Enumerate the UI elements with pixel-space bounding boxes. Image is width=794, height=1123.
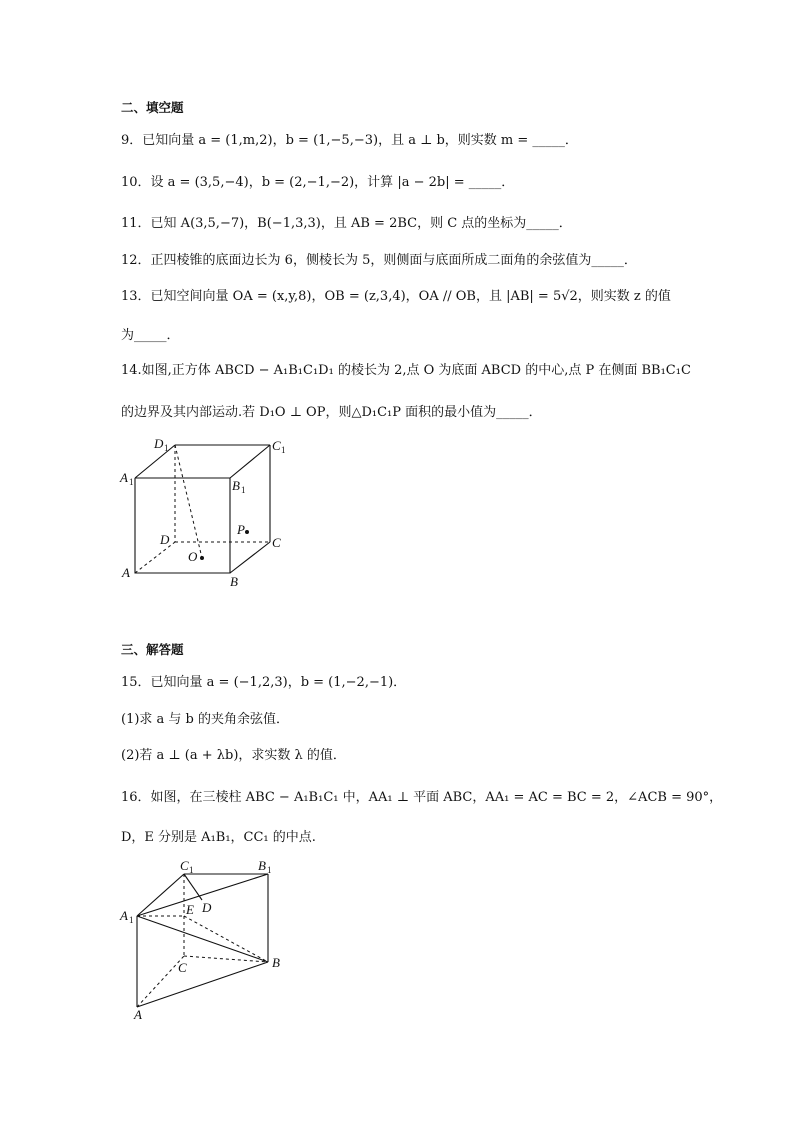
label-P: P [237,522,245,537]
question-11: 11．已知 A(3,5,−7)，B(−1,3,3)，且 AB = 2BC，则 C 点的坐标为_____． [121,216,572,231]
prism-figure [110,852,300,1022]
question-15-part2: (2)若 a ⊥ (a + λb)，求实数 λ 的值． [121,748,346,763]
question-16-line2: D，E 分别是 A₁B₁，CC₁ 的中点. [121,830,316,845]
label-C1: C [272,438,281,453]
question-16-line1: 16．如图，在三棱柱 ABC − A₁B₁C₁ 中，AA₁ ⊥ 平面 ABC，AA₁ = AC = BC = 2，∠ACB = 90°， [121,790,723,805]
svg-text:1: 1 [267,865,272,875]
label-A: A [122,565,130,580]
label-A: A [134,1007,142,1022]
section-title-fill-blank: 二、填空题 [121,100,184,115]
question-10: 10．设 a = (3,5,−4)，b = (2,−1,−2)，计算 |a − 2b| = _____． [121,175,515,190]
svg-text:1: 1 [281,445,286,455]
cube-figure [110,430,310,590]
section-title-solve: 三、解答题 [121,642,184,657]
question-13-line1: 13．已知空间向量 OA = (x,y,8)，OB = (z,3,4)，OA // OB，且 |AB| = 5√2，则实数 z 的值 [121,289,671,304]
svg-text:1: 1 [164,443,169,453]
label-O: O [188,549,198,564]
label-B1: B [232,478,240,493]
svg-text:1: 1 [189,865,194,875]
label-A1: A [120,908,128,923]
question-15-part1: (1)求 a 与 b 的夹角余弦值． [121,712,290,727]
label-B: B [230,574,238,589]
label-E: E [186,902,194,917]
question-9: 9．已知向量 a = (1,m,2)，b = (1,−5,−3)，且 a ⊥ b，则实数 m = _____． [121,133,578,148]
label-C: C [272,535,281,550]
question-15: 15．已知向量 a = (−1,2,3)，b = (1,−2,−1)． [121,675,407,690]
label-D: D [202,900,212,915]
question-12: 12．正四棱锥的底面边长为 6，侧棱长为 5，则侧面与底面所成二面角的余弦值为_____． [121,253,637,268]
question-14-line1: 14.如图,正方体 ABCD − A₁B₁C₁D₁ 的棱长为 2,点 O 为底面 ABCD 的中心,点 P 在侧面 BB₁C₁C [121,363,691,378]
question-13-line2: 为_____． [121,328,180,343]
label-A1: A [120,470,128,485]
label-B: B [272,955,280,970]
label-B1: B [258,858,266,873]
question-14-line2: 的边界及其内部运动.若 D₁O ⊥ OP，则△D₁C₁P 面积的最小值为_____． [121,405,542,420]
svg-text:1: 1 [129,477,134,487]
svg-text:1: 1 [129,915,134,925]
label-C: C [178,960,187,975]
svg-text:1: 1 [241,485,246,495]
label-D: D [160,532,170,547]
label-C1: C [180,858,189,873]
label-D1: D [154,436,164,451]
